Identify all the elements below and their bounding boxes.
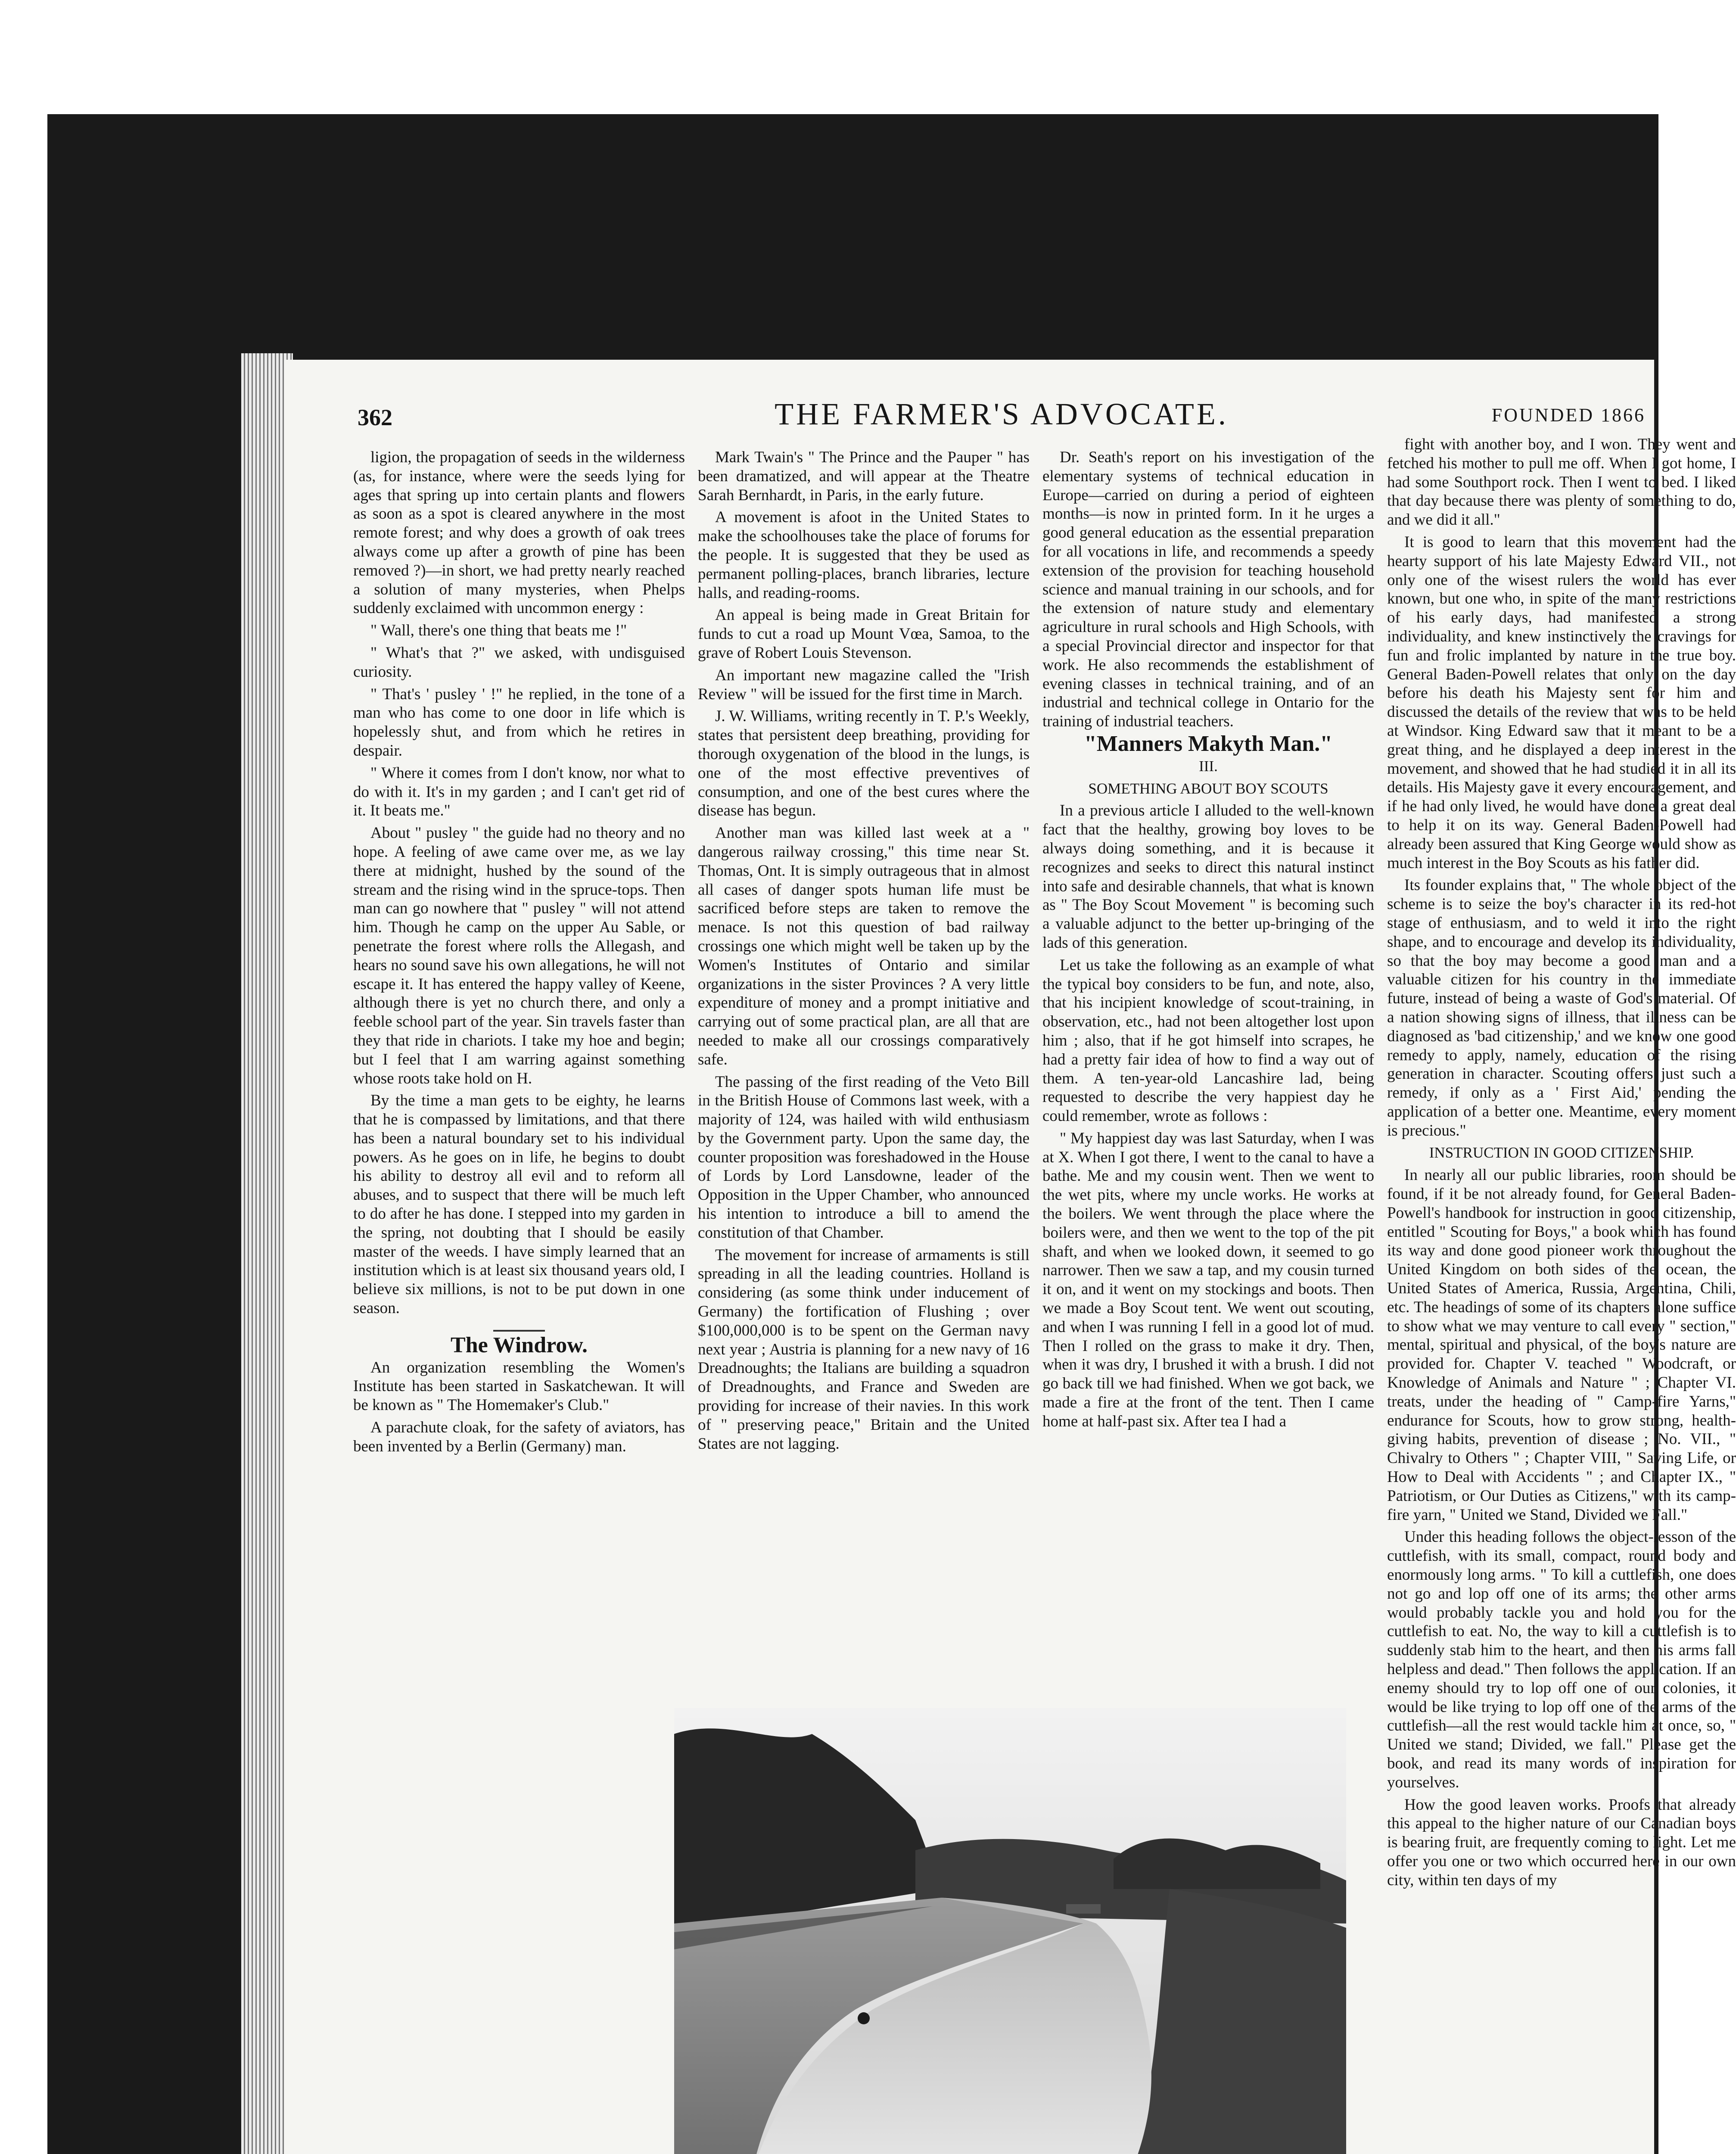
masthead-title: THE FARMER'S ADVOCATE. <box>775 397 1229 431</box>
paragraph: Its founder explains that, " The whole object of the scheme is to seize the boy's character in its red-hot stage of enthusiasm, and to weld it into the right shape, and to encourage and develop its individuality, so that the boy may become a good man and a valuable citizen for his country in the immediate future, instead of being a waste of God's material. Of a nation showing signs of illness, that illness can be diagnosed as 'bad citizenship,' and we know one good remedy to apply, namely, education of the rising generation in character. Scouting offers just such a remedy, if only as a ' First Aid,' pending the application of a better one. Meantime, every moment is precious." <box>1387 876 1736 1139</box>
paragraph: A movement is afoot in the United States to make the schoolhouses take the place of forums for the people. It is suggested that they be used as permanent polling-places, branch libraries, lecture halls, and reading-rooms. <box>698 508 1030 602</box>
paragraph: Let us take the following as an example of what the typical boy considers to be fun, and note, also, that his incipient knowledge of scout-training, in observation, etc., had not been altogether lost upon him ; also, that if he got himself into scrapes, he had a pretty fair idea of how to find a way out of them. A ten-year-old Lancashire lad, being requested to describe the very happiest day he could remember, wrote as follows : <box>1042 956 1374 1125</box>
paragraph: In a previous article I alluded to the well-known fact that the healthy, growing boy loves to be always doing something, and it is because it recognizes and seeks to direct this natural instinct into safe and desirable channels, that what is known as " The Boy Scout Movement " is becoming such a valuable adjunct to the better up-bringing of the lads of this generation. <box>1042 802 1374 952</box>
paragraph: A parachute cloak, for the safety of aviators, has been invented by a Berlin (Germany) man. <box>353 1419 685 1455</box>
manners-heading: "Manners Makyth Man." <box>1084 731 1333 756</box>
citizenship-heading: INSTRUCTION IN GOOD CITIZENSHIP. <box>1429 1144 1694 1161</box>
paragraph: Mark Twain's " The Prince and the Pauper " has been dramatized, and will appear at the Theatre Sarah Bernhardt, in Paris, in the early future. <box>698 448 1030 504</box>
founded-label: FOUNDED 1866 <box>1491 405 1646 426</box>
paragraph: fight with another boy, and I won. They went and fetched his mother to pull me off. When I got home, I had some Southport rock. Then I went to bed. I liked that day because there was plenty of something to do, and we did it all." <box>1387 436 1736 529</box>
paragraph: In nearly all our public libraries, room should be found, if it be not already found, for General Baden-Powell's handbook for instruction in good citizenship, entitled " Scouting for Boys," a book which has found its way and done good pioneer work throughout the United Kingdom on both sides of the ocean, the United States of America, Russia, Argentina, Chili, etc. The headings of some of its chapters alone suffice to show what we may venture to call every " section," mental, spiritual and physical, of the boy's nature are provided for. Chapter V. teached " Woodcraft, or Knowledge of Animals and Nature " ; Chapter VI. treats, under the heading of " Camp-fire Yarns," endurance for Scouts, how to grow strong, health-giving habits, prevention of disease ; No. VII., " Chivalry to Others " ; Chapter VIII, " Saving Life, or How to Deal with Accidents " ; and Chapter IX., " Patriotism, or Our Duties as Citizens," with its camp-fire yarn, " United we Stand, Divided we Fall." <box>1387 1166 1736 1524</box>
paragraph: How the good leaven works. Proofs that already this appeal to the higher nature of our Canadian boys is bearing fruit, are frequently coming to light. Let me offer you one or two which occurred here in our own city, within ten days of my <box>1387 1796 1736 1889</box>
column-1 <box>353 448 685 2154</box>
section-divider <box>493 1330 545 1332</box>
paragraph: " That's ' pusley ' !" he replied, in the tone of a man who has come to one door in life which is hopelessly shut, and from which he retires in despair. <box>353 685 685 760</box>
paragraph: " What's that ?" we asked, with undisguised curiosity. <box>353 644 685 681</box>
paragraph: " Where it comes from I don't know, nor what to do with it. It's in my garden ; and I can't get rid of it. It beats me." <box>353 764 685 820</box>
creek-photograph <box>674 1708 1346 2154</box>
creek-scene <box>674 1708 1346 2154</box>
newspaper-page <box>284 360 1736 2154</box>
paragraph: " Wall, there's one thing that beats me !" <box>370 622 627 640</box>
paragraph: Dr. Seath's report on his investigation of the elementary systems of technical education in Europe—carried on during a period of eighteen months—is now in printed form. In it he urges a good general education as the essential preparation for all vocations in life, and recommends a speedy extension of the provision for teaching household science and manual training in our schools, and for the extension of nature study and elementary agriculture in rural schools and High Schools, with a special Provincial director and inspector for that work. He also recommends the establishment of evening classes in technical training, and of an industrial and technical college in Ontario for the training of industrial teachers. <box>1042 448 1374 731</box>
paragraph: ligion, the propagation of seeds in the wilderness (as, for instance, where were the seeds lying for ages that spring up into certain plants and flowers as soon as a spot is cleared anywhere in the most remote forest; and why does a growth of oak trees always come up after a growth of pine has been removed ?)—in short, we had pretty nearly reached a solution of many mysteries, when Phelps suddenly exclaimed with uncommon energy : <box>353 448 685 617</box>
paragraph: The movement for increase of armaments is still spreading in all the leading countries. Holland is considering (as some think under inducement of Germany) the fortification of Flushing ; over $100,000,000 is to be spent on the German navy next year ; Austria is planning for a new navy of 16 Dreadnoughts; the Italians are building a squadron of Dreadnoughts, and France and Sweden are providing for increase of their navies. In this work of " preserving peace," Britain and the United States are not lagging. <box>698 1246 1030 1453</box>
paragraph: An organization resembling the Women's Institute has been started in Saskatchewan. It will be known as " The Homemaker's Club." <box>353 1358 685 1414</box>
paragraph: The passing of the first reading of the Veto Bill in the British House of Commons last week, with a majority of 124, was hailed with wild enthusiasm by the Government party. Upon the same day, the counter proposition was foreshadowed in the House of Lords by Lord Lansdowne, leader of the Opposition in the Upper Chamber, who announced his intention to introduce a bill to amend the constitution of that Chamber. <box>698 1073 1030 1242</box>
paragraph: It is good to learn that this movement had the hearty support of his late Majesty Edward VII., not only one of the wisest rulers the world has ever known, but one who, in spite of the many restrictions of his early days, had manifested a strong individuality, and knew instinctively the cravings for fun and frolic implanted by nature in the true boy. General Baden-Powell relates that only on the day before his death his Majesty sent for him and discussed the details of the review that was to be held at Windsor. King Edward saw that it meant to be a great thing, and he displayed a deep interest in the movement, and showed that he had studied it in all its details. His Majesty gave it every encouragement, and if he had only lived, he would have done a great deal to help it on its way. General Baden-Powell had already been assured that King George would show as much interest in the Boy Scouts as his father did. <box>1387 533 1736 872</box>
paragraph: Under this heading follows the object-lesson of the cuttlefish, with its small, compact, round body and enormously long arms. " To kill a cuttlefish, one does not go and lop off one of its arms; the other arms would probably tackle you and hold you for the cuttlefish to eat. No, the way to kill a cuttlefish is to suddenly stab him to the heart, and then his arms fall helpless and dead." Then follows the application. If an enemy should try to lop off one of our colonies, it would be like trying to lop off one of the arms of the cuttlefish—all the rest would tackle him at once, so, " United we stand; Divided, we fall." Please get the book, and read its many words of inspiration for yourselves. <box>1387 1528 1736 1791</box>
windrow-heading: The Windrow. <box>451 1332 588 1357</box>
paragraph: An important new magazine called the "Irish Review " will be issued for the first time in March. <box>698 666 1030 703</box>
paragraph: An appeal is being made in Great Britain for funds to cut a road up Mount Vœa, Samoa, to the grave of Robert Louis Stevenson. <box>698 606 1030 662</box>
article-subtitle: SOMETHING ABOUT BOY SCOUTS <box>1088 780 1328 797</box>
paragraph: " My happiest day was last Saturday, when I was at X. When I got there, I went to the canal to have a bathe. Me and my cousin went. Then we went to the wet pits, where my uncle works. He works at the boilers. We went through the place where the boilers were, and then we went to the top of the pit shaft, and when we looked down, it seemed to go narrower. Then we saw a tap, and my cousin turned it on, and it went on my stockings and boots. Then we made a Boy Scout tent. We went out scouting, and when I was running I fell in a good lot of mud. Then I rolled on the grass to make it dry. Then, when it was dry, I brushed it with a brush. I did not go back till we had finished. When we got back, we made a fire at the front of the tent. Then I came home at half-past six. After tea I had a <box>1042 1129 1374 1430</box>
paragraph: J. W. Williams, writing recently in T. P.'s Weekly, states that persistent deep breathing, providing for thorough oxygenation of the blood in the lungs, is one of the most effective preventives of consumption, and one of the best cures where the disease has begun. <box>698 707 1030 820</box>
paragraph: About " pusley " the guide had no theory and no hope. A feeling of awe came over me, as we lay there at midnight, hushed by the sound of the stream and the rising wind in the spruce-tops. Then man can go nowhere that " pusley " will not attend him. Though he camp on the upper Au Sable, or penetrate the forest where rolls the Allegash, and hears no sound save his own allegations, he will not escape it. It has entered the happy valley of Keene, although there is yet no church there, and only a feeble school part of the year. Sin travels faster than they that ride in chariots. I take my hoe and begin; but I feel that I am warring against something whose roots take hold on H. <box>353 824 685 1087</box>
column-4 <box>1387 435 1736 2154</box>
paragraph: Another man was killed last week at a " dangerous railway crossing," this time near St. Thomas, Ont. It is simply outrageous that in almost all cases of danger spots human life must be sacrificed before steps are taken to remove the menace. Is not this question of bad railway crossings one which might well be taken up by the Women's Institutes of Ontario and similar organizations in the sister Provinces ? A very little expenditure of money and a prompt initiative and carrying out of some practical plan, are all that are needed to make all our crossings comparatively safe. <box>698 824 1030 1068</box>
page-number: 362 <box>358 405 392 430</box>
article-part-number: III. <box>1199 757 1218 775</box>
paragraph: By the time a man gets to be eighty, he learns that he is compassed by limitations, and that there has been a natural boundary set to his individual powers. As he goes on in life, he begins to doubt his ability to destroy all evil and to reform all abuses, and to suspect that there will be much left to do after he has done. I stepped into my garden in the spring, not doubting that I should be easily master of the weeds. I have simply learned that an institution which is at least six thousand years old, I believe six millions, is not to be put down in one season. <box>353 1092 685 1317</box>
